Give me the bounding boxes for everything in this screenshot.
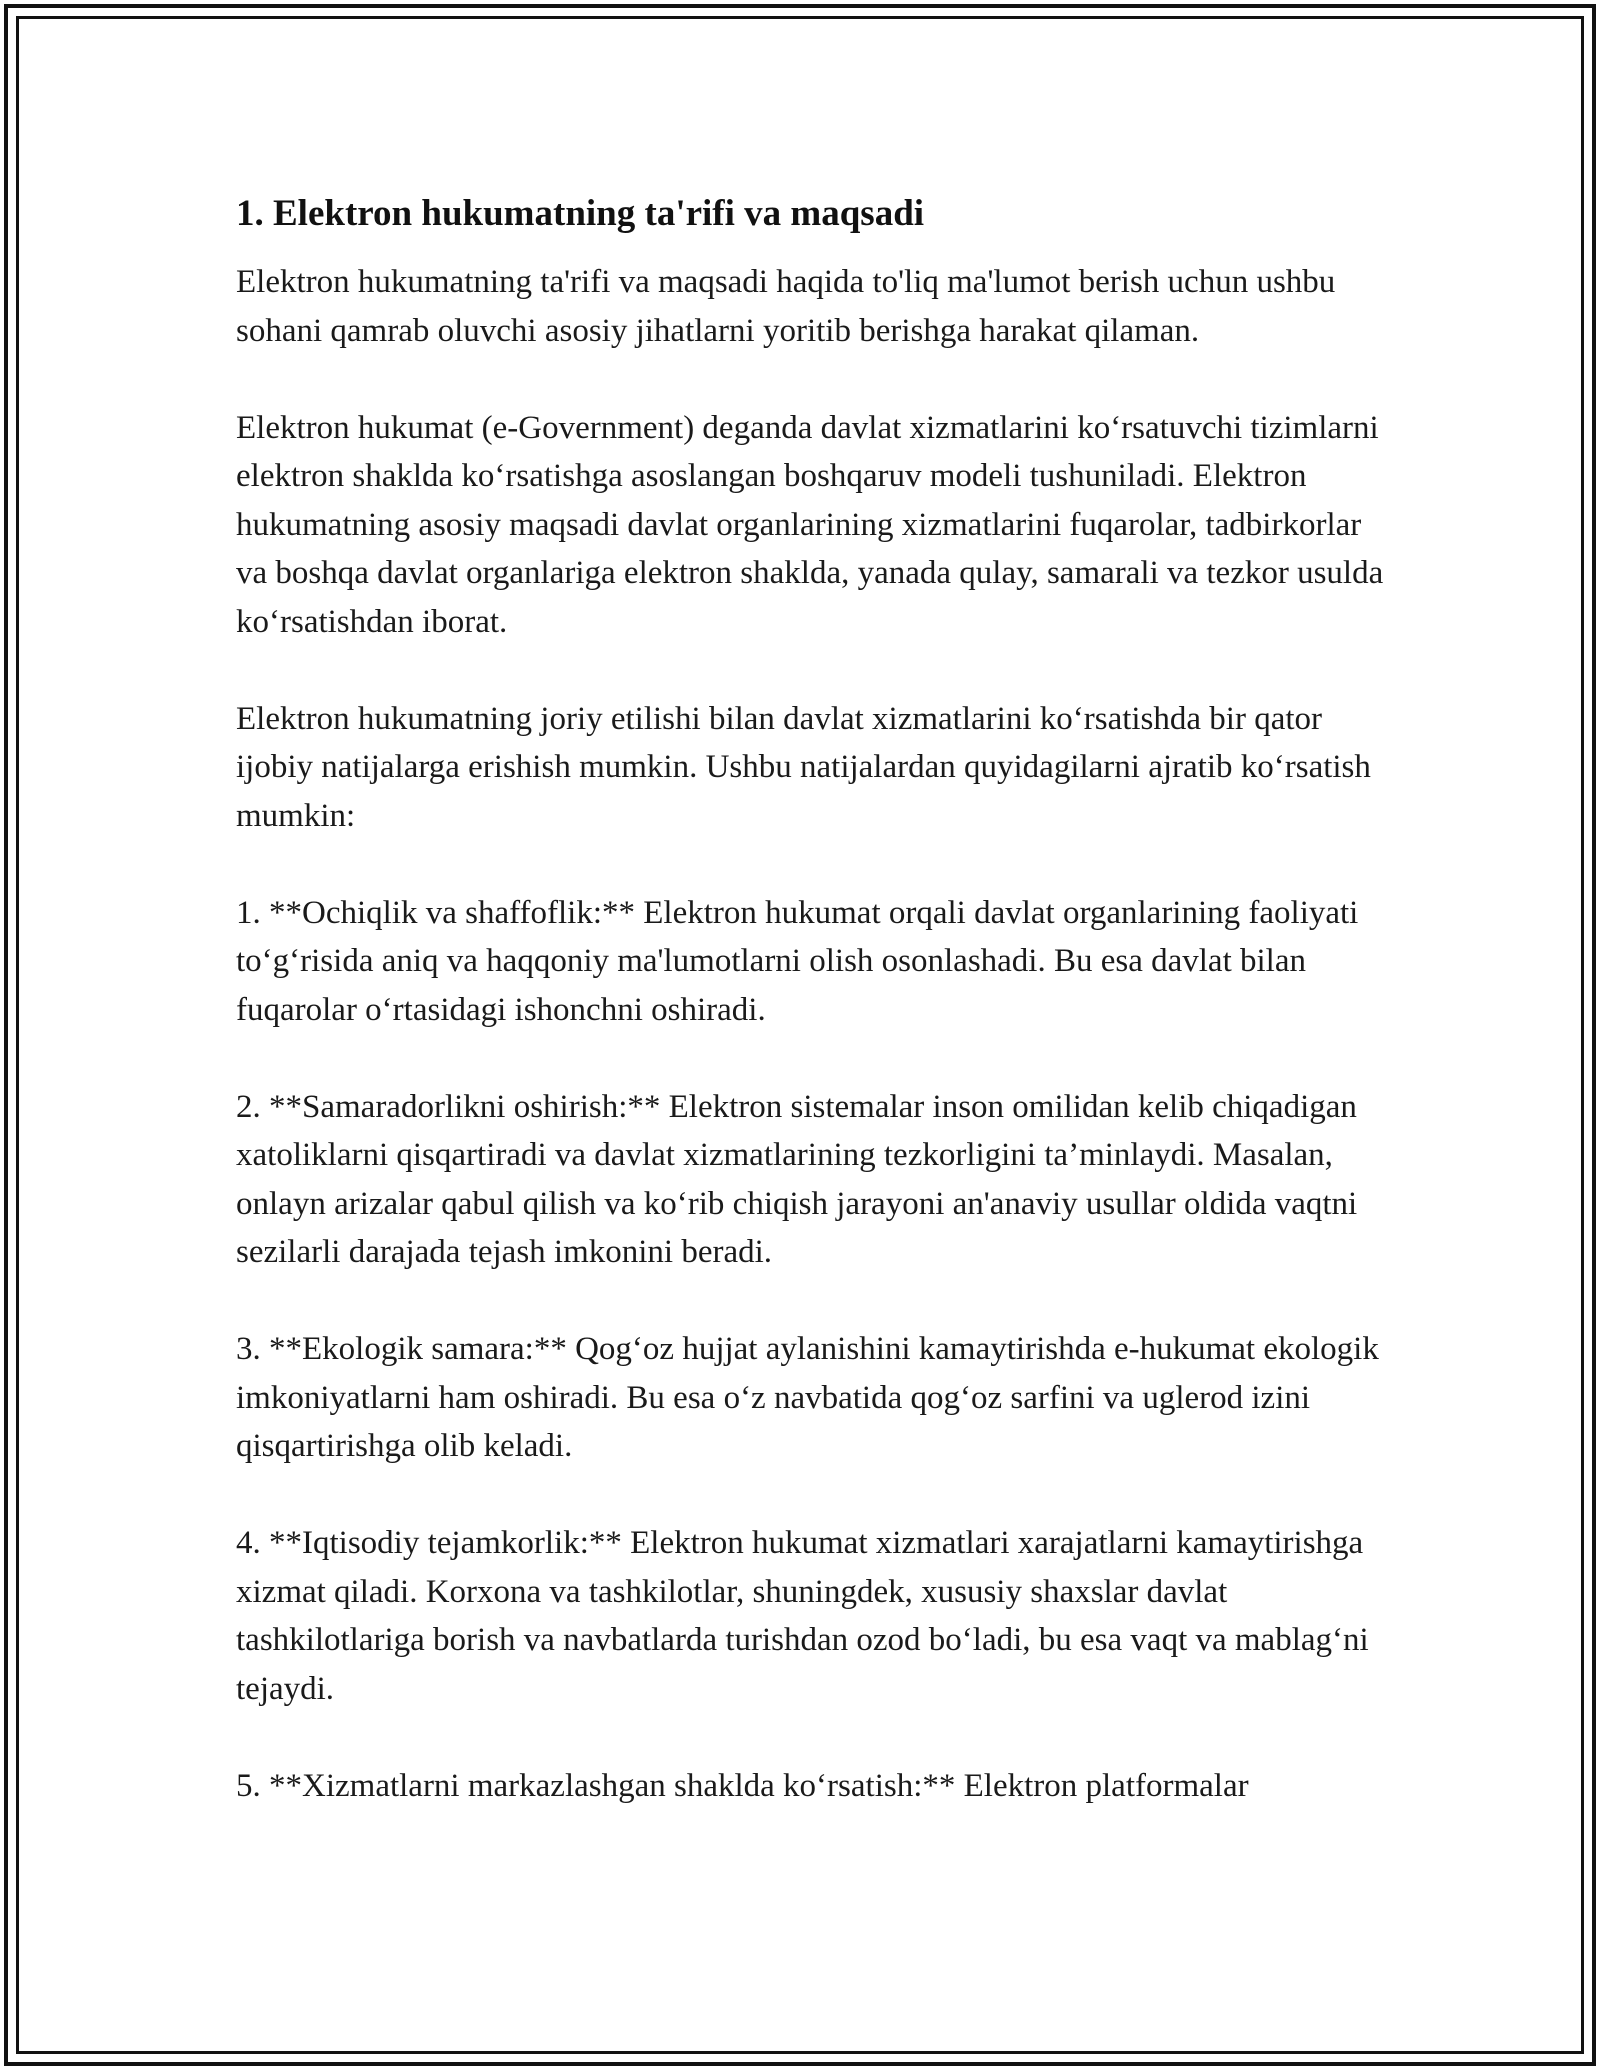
list-item-centralized-services: 5. **Xizmatlarni markazlashgan shaklda ko‘rsatish:** Elektron platformalar: [236, 1767, 1249, 1804]
intro-paragraph: Elektron hukumatning ta'rifi va maqsadi haqida to'liq ma'lumot berish uchun ushbu sohani qamrab oluvchi asosiy jihatlarni yoritib berishga harakat qilaman.: [236, 264, 1336, 349]
section-heading: 1. Elektron hukumatning ta'rifi va maqsadi: [236, 193, 925, 234]
list-item-openness: 1. **Ochiqlik va shaffoflik:** Elektron hukumat orqali davlat organlarining faoliyati to‘g‘risida aniq va haqqoniy ma'lumotlarni olish osonlashadi. Bu esa davlat bilan fuqarolar o‘rtasidagi ishonchni oshiradi.: [236, 894, 1359, 1028]
results-intro-paragraph: Elektron hukumatning joriy etilishi bilan davlat xizmatlarini ko‘rsatishda bir qator ijobiy natijalarga erishish mumkin. Ushbu natijalardan quyidagilarni ajratib ko‘rsatish mumkin:: [236, 700, 1371, 834]
list-item-economy: 4. **Iqtisodiy tejamkorlik:** Elektron hukumat xizmatlari xarajatlarni kamaytirishga xizmat qiladi. Korxona va tashkilotlar, shuningdek, xususiy shaxslar davlat tashkilotlariga borish va navbatlarda turishdan ozod bo‘ladi, bu esa vaqt va mablag‘ni tejaydi.: [236, 1525, 1369, 1707]
document-body: [236, 188, 1386, 1859]
list-item-ecology: 3. **Ekologik samara:** Qog‘oz hujjat aylanishini kamaytirishda e-hukumat ekologik imkoniyatlarni ham oshiradi. Bu esa o‘z navbatida qog‘oz sarfini va uglerod izini qisqartirishga olib keladi.: [236, 1331, 1379, 1464]
list-item-efficiency: 2. **Samaradorlikni oshirish:** Elektron sistemalar inson omilidan kelib chiqadigan xatoliklarni qisqartiradi va davlat xizmatlarining tezkorligini ta’minlaydi. Masalan, onlayn arizalar qabul qilish va ko‘rib chiqish jarayoni an'anaviy usullar oldida vaqtni sezilarli darajada tejash imkonini beradi.: [236, 1088, 1358, 1270]
definition-paragraph: Elektron hukumat (e-Government) deganda davlat xizmatlarini ko‘rsatuvchi tizimlarni elektron shaklda ko‘rsatishga asoslangan boshqaruv modeli tushuniladi. Elektron hukumatning asosiy maqsadi davlat organlarining xizmatlarini fuqarolar, tadbirkorlar va boshqa davlat organlariga elektron shaklda, yanada qulay, samarali va tezkor usulda ko‘rsatishdan iborat.: [236, 409, 1384, 640]
